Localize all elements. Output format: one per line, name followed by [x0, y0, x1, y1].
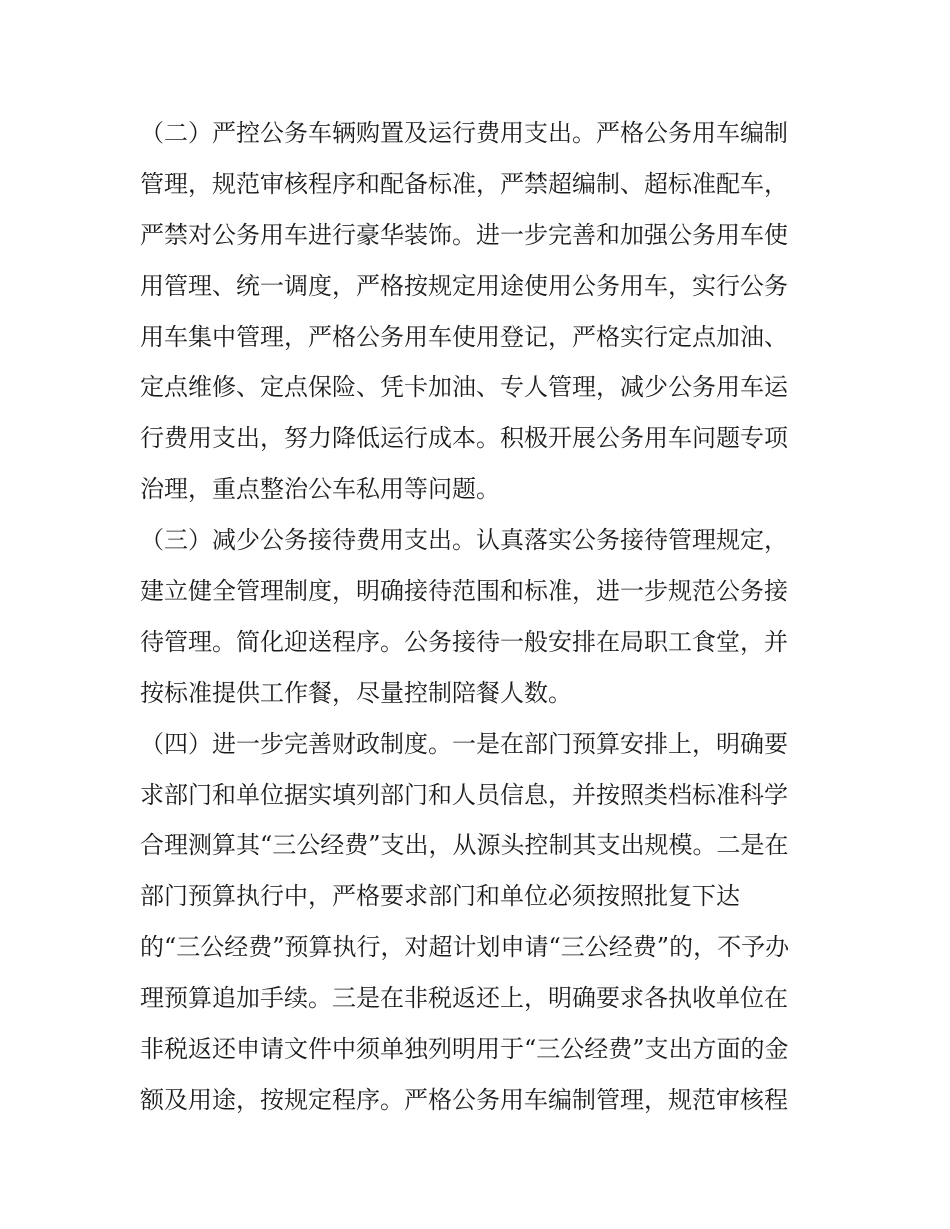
- text-line: 严禁对公务用车进行豪华装饰。进一步完善和加强公务用车使: [140, 220, 788, 249]
- text-line: （四）进一步完善财政制度。一是在部门预算安排上，明确要: [140, 729, 788, 758]
- text-line: （二）严控公务车辆购置及运行费用支出。严格公务用车编制: [140, 119, 788, 147]
- text-line: 额及用途，按规定程序。严格公务用车编制管理，规范审核程: [140, 1085, 788, 1114]
- text-line: 部门预算执行中，严格要求部门和单位必须按照批复下达: [140, 882, 740, 911]
- text-line: 求部门和单位据实填列部门和人员信息，并按照类档标准科学: [140, 780, 788, 809]
- text-line: 理预算追加手续。三是在非税返还上，明确要求各执收单位在: [140, 984, 788, 1013]
- text-line: 待管理。简化迎送程序。公务接待一般安排在局职工食堂，并: [140, 627, 788, 656]
- text-line: 非税返还申请文件中须单独列明用于“三公经费”支出方面的金: [140, 1035, 789, 1064]
- text-line: （三）减少公务接待费用支出。认真落实公务接待管理规定，: [140, 526, 788, 555]
- text-line: 合理测算其“三公经费”支出，从源头控制其支出规模。二是在: [140, 831, 789, 860]
- text-line: 用车集中管理，严格公务用车使用登记，严格实行定点加油、: [140, 322, 788, 351]
- text-line: 的“三公经费”预算执行，对超计划申请“三公经费”的，不予办: [140, 933, 790, 962]
- text-line: 管理，规范审核程序和配备标准，严禁超编制、超标准配车，: [140, 169, 788, 198]
- text-line: 治理，重点整治公车私用等问题。: [140, 475, 500, 504]
- text-line: 建立健全管理制度，明确接待范围和标准，进一步规范公务接: [140, 577, 788, 606]
- document-body: [140, 108, 820, 1126]
- text-line: 定点维修、定点保险、凭卡加油、专人管理，减少公务用车运: [140, 373, 788, 402]
- text-line: 行费用支出，努力降低运行成本。积极开展公务用车问题专项: [140, 424, 788, 453]
- text-line: 按标准提供工作餐，尽量控制陪餐人数。: [140, 678, 572, 707]
- text-line: 用管理、统一调度，严格按规定用途使用公务用车，实行公务: [140, 271, 788, 300]
